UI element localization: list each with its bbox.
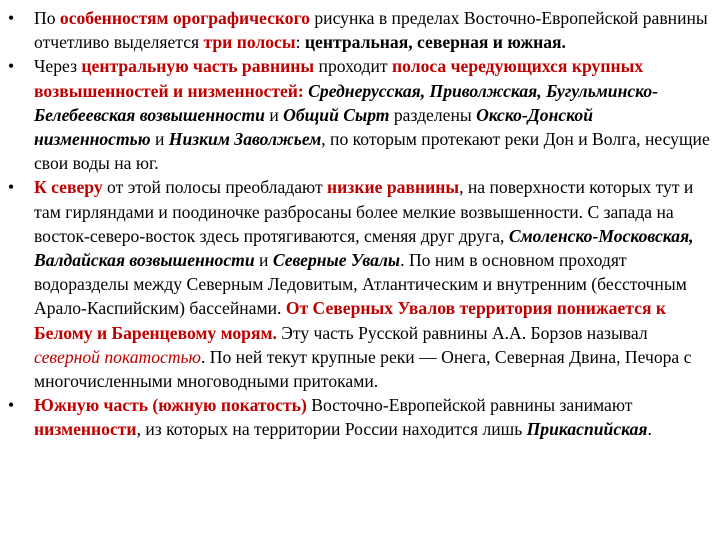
- text-span: Восточно-Европейской равнины занимают: [306, 395, 633, 416]
- strip-names: центральная, северная и южная.: [304, 32, 566, 53]
- obshchy-syrt: Общий Сырт: [283, 104, 390, 125]
- bullet-item-south: [8, 393, 712, 441]
- highlight-southern-part: Южную часть (южную покатость): [34, 395, 307, 416]
- text-span: и: [254, 250, 273, 271]
- smolensk-valdai-uplands: Смоленско-Московская, Валдайская возвышенности: [34, 225, 694, 271]
- uplands-names: Среднерусская, Приволжская,: [308, 80, 542, 101]
- text-span: и: [150, 129, 169, 150]
- text-span: и: [264, 104, 284, 125]
- bugulma-upland: Бугульминско-Белебеевская возвышенности: [34, 80, 659, 125]
- text-span: разделены: [389, 104, 477, 125]
- text-span: рисунка в пределах Восточно-Европейской равнины отчетливо выделяется: [34, 8, 708, 53]
- text-span: .: [647, 419, 652, 440]
- bullet-item-north: [8, 175, 712, 393]
- text-span: от этой полосы преобладают: [102, 177, 328, 198]
- text-span: , на поверхности которых тут и там гирляндами и поодиночке разбросаны более мелкие возвышенности. С запада на восток-северо-восток здесь протягиваются, сменяя друг друга,: [34, 177, 694, 246]
- bullet-item-central-part: [8, 54, 712, 175]
- highlight-northern-slope: северной покатостью: [34, 346, 201, 367]
- low-trans-volga: Низким Заволжьем: [168, 129, 322, 150]
- northern-uvaly: Северные Увалы: [272, 250, 401, 271]
- highlight-alternating-strip: полоса чередующихся крупных возвышенностей и низменностей:: [34, 56, 644, 101]
- highlight-central-part: центральную часть равнины: [81, 56, 315, 77]
- bullet-list: [8, 6, 712, 442]
- bullet-icon: •: [8, 56, 15, 77]
- text-span: , по которым протекают реки Дон и Волга, несущие свои воды на юг.: [34, 129, 710, 174]
- highlight-orographic-features: особенностям орографического: [59, 8, 310, 28]
- bullet-item-orography: [8, 6, 712, 54]
- highlight-three-strips: три полосы: [203, 32, 296, 53]
- text-span: . По ней текут крупные реки — Онега, Северная Двина, Печора с многочисленными многоводными притоками.: [34, 346, 692, 392]
- bullet-icon: •: [8, 8, 15, 28]
- caspian-lowland: Прикаспийская: [526, 419, 648, 440]
- text-span: По: [34, 8, 60, 28]
- text-span: Эту часть Русской равнины А.А. Борзов называл: [276, 322, 648, 343]
- text-span: :: [295, 32, 305, 53]
- bullet-icon: •: [8, 395, 15, 416]
- text-span: Через: [34, 56, 82, 77]
- text-span: . По ним в основном проходят водоразделы между Северным Ледовитым, Атлантическим и внутренним (бессточным Арало-Каспийским) бассейнами.: [34, 250, 687, 319]
- text-span: , из которых на территории России находится лишь: [136, 419, 527, 440]
- oka-don-lowland: Окско-Донской низменностью: [34, 104, 593, 150]
- highlight-low-plains: низкие равнины: [327, 177, 460, 198]
- text-span: проходит: [314, 56, 392, 77]
- bullet-icon: •: [8, 177, 15, 198]
- highlight-lowering-to-seas: От Северных Увалов территория понижается к Белому и Баренцевому морям.: [34, 298, 666, 343]
- highlight-lowlands: низменности: [34, 419, 137, 440]
- highlight-to-north: К северу: [34, 177, 103, 198]
